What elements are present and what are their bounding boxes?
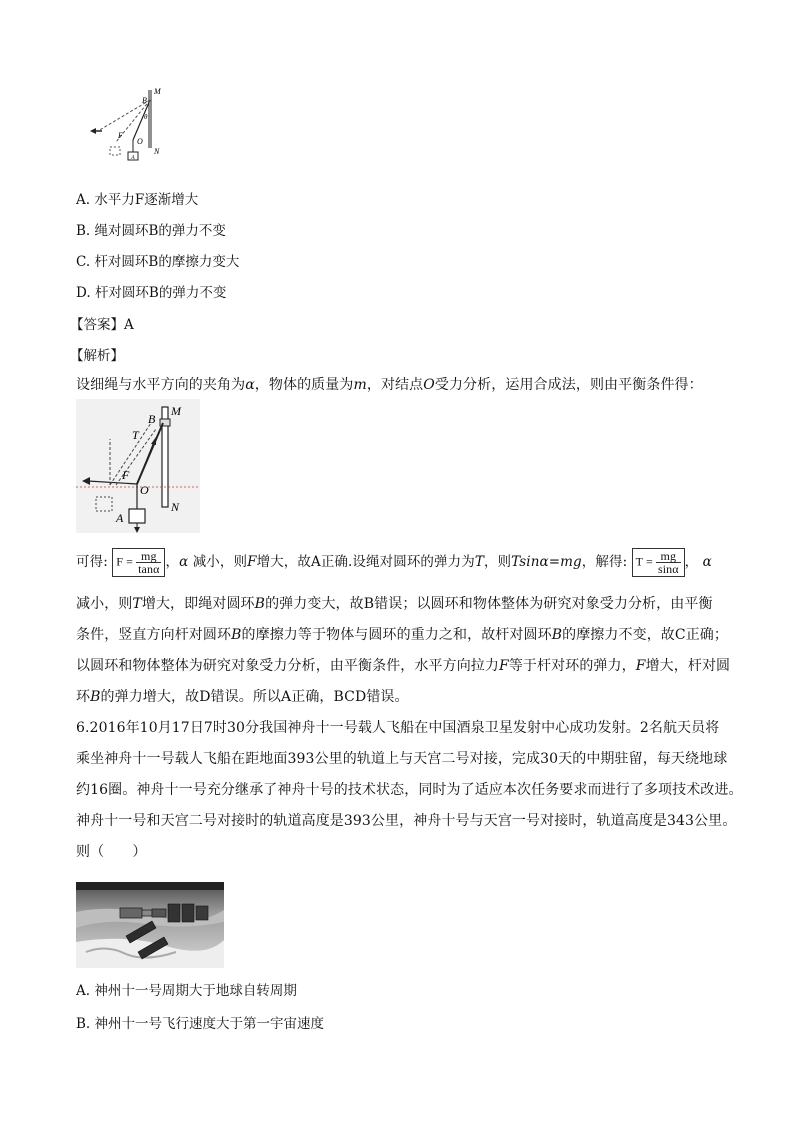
label-B: B (142, 96, 147, 105)
label-F: F (122, 468, 130, 482)
q6-stem-line-1: 6.2016年10月17日7时30分我国神舟十一号载人飞船在中国酒泉卫星发射中心成功发射。2名航天员将 (76, 720, 720, 736)
force-diagram-1 (88, 84, 178, 166)
label-N: N (154, 147, 160, 156)
label-A: A (116, 511, 124, 525)
q5-option-a: A. 水平力F逐渐增大 (76, 192, 199, 208)
q6-option-a: A. 神州十一号周期大于地球自转周期 (76, 983, 297, 999)
spacecraft-photo (76, 882, 224, 968)
q6-stem-line-4: 神舟十一号和天宫二号对接时的轨道高度是393公里，神舟十号与天宫一号对接时，轨道高度是343公里。 (76, 813, 737, 829)
label-theta: θ (144, 113, 148, 121)
label-F: F (118, 131, 123, 140)
block-A (129, 509, 145, 523)
analysis-line-5: 环B的弹力增大，故D错误。所以A正确，BCD错误。 (76, 689, 409, 705)
q5-option-d: D. 杆对圆环B的弹力不变 (76, 285, 227, 301)
analysis-line-4: 以圆环和物体整体为研究对象受力分析，由平衡条件，水平方向拉力F等于杆对环的弹力，F增大，杆对圆 (76, 658, 731, 674)
analysis-line-3: 条件，竖直方向杆对圆环B的摩擦力等于物体与圆环的重力之和，故杆对圆环B的摩擦力不变，故C正确； (76, 627, 729, 643)
label-O: O (140, 483, 149, 497)
analysis-line-1: 可得: F = $\frac{mg}{\tan\alpha}$ ，α 减小，则F增大，故A正确.设绳对圆环的弹力为T，则Tsinα=mg，解得: T = $\frac{mg}{\sin\alpha}$ ， α (76, 549, 712, 576)
answer-label: 【答案】A (70, 317, 134, 333)
force-diagram-2 (76, 399, 200, 533)
label-T: T (132, 428, 139, 442)
analysis-title: 【解析】 (70, 348, 124, 364)
formula-T: T = $\frac{mg}{\sin\alpha}$ (632, 548, 685, 577)
label-B: B (148, 412, 156, 426)
q5-option-b: B. 绳对圆环B的弹力不变 (76, 223, 226, 239)
q6-stem-line-5: 则（ ） (76, 844, 147, 860)
q6-stem-line-3: 约16圈。神舟十一号充分继承了神舟十号的技术状态，同时为了适应本次任务要求而进行了多项技术改进。 (76, 782, 743, 798)
analysis-intro: 设细绳与水平方向的夹角为α，物体的质量为m，对结点O受力分析，运用合成法，则由平衡条件得： (76, 377, 703, 393)
label-O: O (137, 137, 143, 146)
analysis-line-2: 减小，则T增大，即绳对圆环B的弹力变大，故B错误；以圆环和物体整体为研究对象受力分析，由平衡 (76, 596, 713, 612)
formula-F: F = $\frac{mg}{\tan\alpha}$ (112, 548, 165, 577)
q5-option-c: C. 杆对圆环B的摩擦力变大 (76, 254, 240, 270)
q6-option-b: B. 神州十一号飞行速度大于第一宇宙速度 (76, 1016, 325, 1032)
label-N: N (171, 500, 180, 514)
q6-stem-line-2: 乘坐神舟十一号载人飞船在距地面393公里的轨道上与天宫二号对接，完成30天的中期驻留，每天绕地球 (76, 751, 728, 767)
label-A: A (131, 155, 135, 161)
label-M: M (154, 87, 161, 96)
label-M: M (171, 404, 181, 418)
